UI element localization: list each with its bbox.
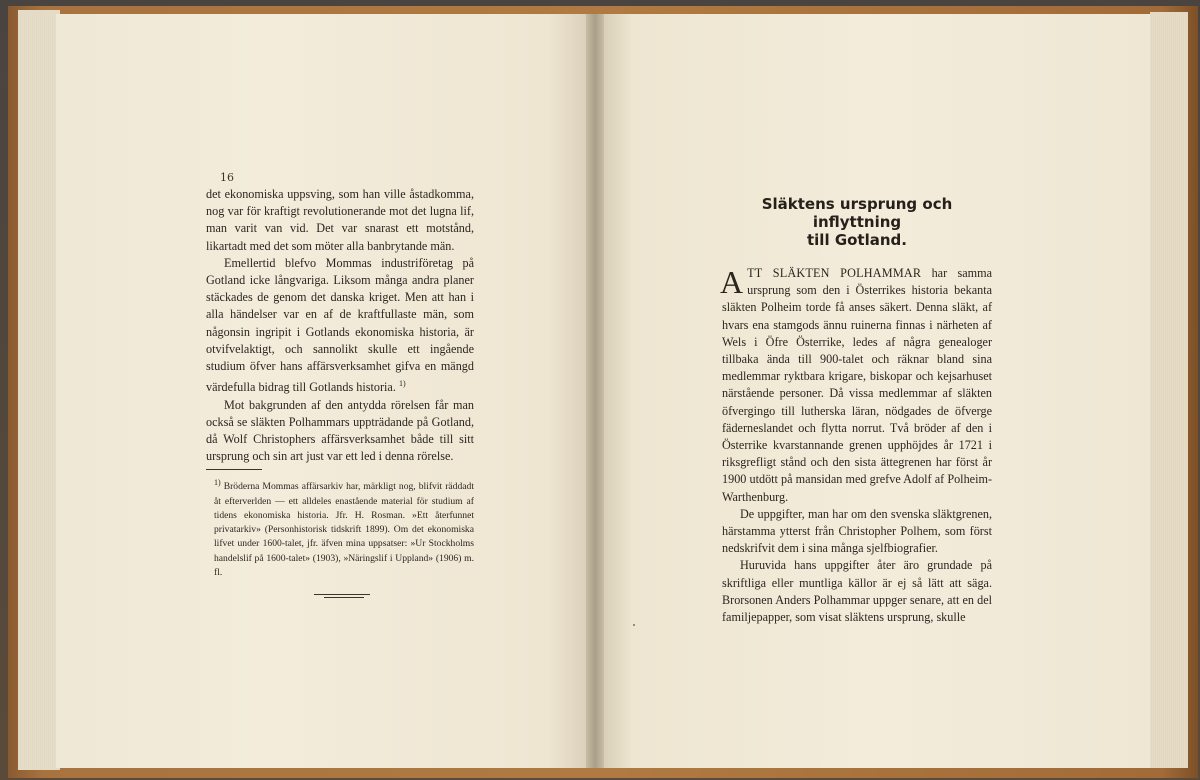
book-gutter [586,14,604,768]
opening-caps: TT SLÄKTEN POLHAMMAR [747,266,922,280]
left-page-edges [18,10,60,770]
footnote-ref: 1) [398,379,406,389]
right-paragraph-3: Huruvida hans uppgifter åter äro grundade på skriftliga eller muntliga källor är ej så lätt att säga. Brorsonen Anders Polhammar uppger senare, att en del familjepapper, som visat släktens ursprung, skulle [722,558,992,625]
right-page-edges [1150,12,1188,768]
chapter-heading: Släktens ursprung och inflyttning till Gotland. [761,195,953,249]
footnote: $^{1)}$ Bröderna Mommas affärsarkiv har, märkligt nog, blifvit räddadt åt efterverlden — ett alldeles enastående material för studium af tidens ekonomiska historia. Jfr. H. Rosman. »Ett återfunnet privatarkiv» (Personhistorisk tidskrift 1899). Om det ekonomiska lifvet under 1600-talet, jfr. äfven mina uppsatser: »Ur Stockholms handelslif på 1600-talet» (1903), »Näringslif i Uppland» (1906) m. fl. [214,478,474,578]
right-text-column [722,195,992,626]
right-paragraph-1: ATT SLÄKTEN POLHAMMAR har samma ursprung som den i Österrikes historia bekanta släkten Polheim torde få anses säkert. Denna släkt, af hvars ena stamgods ännu ruinerna finnas i närheten af Wels i Öfre Österrike, ledes af några genealoger tillbaka ända till 900-talet och räknar bland sina medlemmar ryktbara krigare, biskopar och kejsarhuset närstående personer. Då vissa medlemmar af släkten öfvergingo till lutherska läran, nödgades de öfverge fäderneslandet och flytta norrut. Två bröder af den i Österrike kvarstannande grenen upphöjdes år 1721 i riksgrefligt stånd och den sista ättegrenen har först år 1900 utdött på mansidan med grefve Adolf af Polheim-Warthenburg. [720,264,992,504]
footnote-rule [206,469,262,470]
left-paragraph-3: Mot bakgrunden af den antydda rörelsen får man också se släkten Polhammars uppträdande på Gotland, då Wolf Christophers affärsverksamhet både till sitt ursprung och sin art just var ett led i denna rörelse. [206,397,474,464]
right-paragraph-2: De uppgifter, man har om den svenska släktgrenen, härstamma ytterst från Christopher Polhem, som först nedskrifvit dem i sina många sjelfbiografier. [722,506,992,556]
paper-speck [633,624,635,626]
left-paragraph-1: det ekonomiska uppsving, som han ville åstadkomma, nog var för kraftigt revolutionerande mot det lugna lif, man varit van vid. Det var snarast ett motstånd, likartadt med det som möter alla banbrytande män. [206,187,474,253]
end-rule-bottom [324,597,364,598]
end-rule-top [314,594,370,595]
left-paragraph-2: Emellertid blefvo Mommas industriföretag på Gotland icke långvariga. Liksom många andra planer stäckades de genom det danska kriget. Men att han i alla händelser var en af de kraftfullaste män, som någonsin ingripit i Gotlands ekonomiska historia, är otvifvelaktigt, och sannolikt skulle ett ingående studium öfver hans affärsverksamhet gifva en mängd värdefulla bidrag till Gotlands historia. $^{1)}$ [206,255,474,395]
drop-cap: A [720,264,744,300]
page-number: 16 [220,171,234,184]
